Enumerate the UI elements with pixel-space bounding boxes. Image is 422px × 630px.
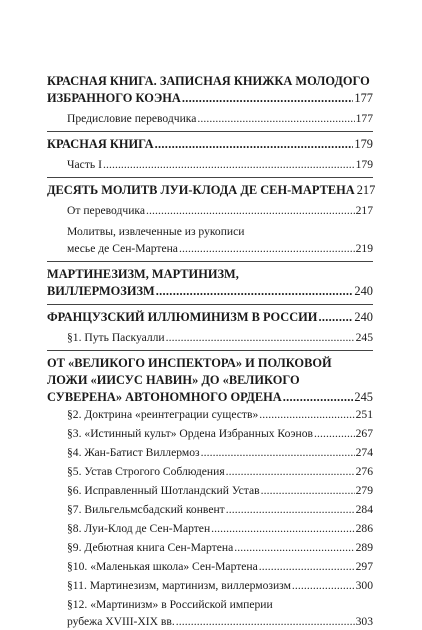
toc-entry-section-7[interactable] <box>47 501 373 518</box>
dot-leader <box>156 283 354 300</box>
toc-entry-label: §5. Устав Строгого Соблюдения <box>67 465 225 478</box>
toc-entry-label: §10. «Маленькая школа» Сен-Мартена <box>67 560 258 573</box>
toc-entry-french-illuminism[interactable] <box>47 309 373 326</box>
toc-entry-title-line: Молитвы, извлеченные из рукописи <box>67 225 245 238</box>
toc-entry-label: §4. Жан-Батист Виллермоз <box>67 446 200 459</box>
toc-page-number: 177 <box>355 112 373 125</box>
toc-entry-title-line: рубежа XVIII-XIX вв. <box>67 615 175 628</box>
toc-page-number: 303 <box>355 615 373 628</box>
section-divider <box>47 304 373 305</box>
toc-entry-translator-preface[interactable] <box>47 110 373 127</box>
toc-page-number: 240 <box>354 284 373 298</box>
toc-entry-red-book[interactable] <box>47 136 373 153</box>
dot-leader <box>234 539 354 556</box>
toc-entry-label: §2. Доктрина «реинтеграции существ» <box>67 408 259 421</box>
table-of-contents <box>47 73 376 630</box>
toc-entry-prayers-manuscript[interactable] <box>47 223 373 257</box>
dot-leader <box>226 501 355 518</box>
dot-leader <box>146 202 355 219</box>
toc-page-number: 217 <box>355 204 373 217</box>
toc-entry-red-book-notebook[interactable] <box>47 73 373 107</box>
toc-page-number: 179 <box>355 158 373 171</box>
toc-entry-section-1[interactable] <box>47 329 373 346</box>
dot-leader <box>103 156 355 173</box>
toc-entry-label: От переводчика <box>67 204 146 217</box>
toc-entry-label: §8. Луи-Клод де Сен-Мартен <box>67 522 211 535</box>
toc-entry-section-10[interactable] <box>47 558 373 575</box>
toc-entry-label: §1. Путь Паскуалли <box>67 331 165 344</box>
dot-leader <box>211 520 354 537</box>
toc-page-number: 179 <box>354 137 373 151</box>
toc-entry-grand-inspector[interactable] <box>47 355 373 406</box>
dot-leader <box>201 444 355 461</box>
toc-entry-section-12[interactable] <box>47 596 373 630</box>
dot-leader <box>179 240 355 257</box>
toc-entry-label: Часть I <box>67 158 102 171</box>
toc-page-number: 274 <box>355 446 373 459</box>
toc-entry-title-line: ИЗБРАННОГО КОЭНА <box>47 91 181 105</box>
toc-entry-title-line: ВИЛЛЕРМОЗИЗМ <box>47 284 155 298</box>
toc-entry-section-2[interactable] <box>47 406 373 423</box>
section-divider <box>47 131 373 132</box>
toc-entry-label: ДЕСЯТЬ МОЛИТВ ЛУИ-КЛОДА ДЕ СЕН-МАРТЕНА <box>47 183 355 197</box>
toc-entry-martinezism[interactable] <box>47 266 373 300</box>
toc-page-number: 267 <box>355 427 373 440</box>
dot-leader <box>176 613 355 630</box>
toc-page-number: 289 <box>355 541 373 554</box>
toc-entry-section-6[interactable] <box>47 482 373 499</box>
dot-leader <box>226 463 355 480</box>
toc-entry-label: §9. Дебютная книга Сен-Мартена <box>67 541 234 554</box>
toc-entry-ten-prayers[interactable] <box>47 182 376 199</box>
toc-entry-label: §7. Вильгельмсбадский конвент <box>67 503 225 516</box>
toc-entry-section-5[interactable] <box>47 463 373 480</box>
toc-entry-label: §6. Исправленный Шотландский Устав <box>67 484 260 497</box>
toc-entry-section-4[interactable] <box>47 444 373 461</box>
dot-leader <box>292 577 355 594</box>
toc-entry-section-11[interactable] <box>47 577 373 594</box>
toc-page-number: 219 <box>355 242 373 255</box>
toc-entry-label: Предисловие переводчика <box>67 112 197 125</box>
toc-entry-section-3[interactable] <box>47 425 373 442</box>
toc-page-number: 245 <box>355 331 373 344</box>
toc-entry-part-one[interactable] <box>47 156 373 173</box>
toc-entry-title-line: месье де Сен-Мартена <box>67 242 178 255</box>
section-divider <box>47 350 373 351</box>
dot-leader <box>155 136 354 153</box>
dot-leader <box>259 406 354 423</box>
dot-leader <box>261 482 355 499</box>
dot-leader <box>182 90 354 107</box>
dot-leader <box>318 309 353 326</box>
toc-page-number: 177 <box>354 91 373 105</box>
toc-entry-label: КРАСНАЯ КНИГА <box>47 137 154 151</box>
toc-page-number: 245 <box>354 390 373 404</box>
toc-entry-label: §3. «Истинный культ» Ордена Избранных Коэнов <box>67 427 313 440</box>
toc-entry-title-line: ЛОЖИ «ИИСУС НАВИН» ДО «ВЕЛИКОГО <box>47 373 300 387</box>
toc-entry-title-line: СУВЕРЕНА» АВТОНОМНОГО ОРДЕНА <box>47 390 282 404</box>
toc-entry-section-8[interactable] <box>47 520 373 537</box>
dot-leader <box>259 558 355 575</box>
toc-page-number: 279 <box>355 484 373 497</box>
toc-page-number: 276 <box>355 465 373 478</box>
toc-page-number: 284 <box>355 503 373 516</box>
dot-leader <box>197 110 354 127</box>
dot-leader <box>283 389 354 406</box>
toc-entry-label: §11. Мартинезизм, мартинизм, виллермозизм <box>67 579 291 592</box>
toc-entry-title-line: §12. «Мартинизм» в Российской империи <box>67 598 273 611</box>
toc-page-number: 240 <box>354 310 373 324</box>
toc-entry-title-line: КРАСНАЯ КНИГА. ЗАПИСНАЯ КНИЖКА МОЛОДОГО <box>47 74 370 88</box>
toc-page-number: 251 <box>355 408 373 421</box>
toc-page-number: 217 <box>356 183 376 197</box>
toc-entry-label: ФРАНЦУЗСКИЙ ИЛЛЮМИНИЗМ В РОССИИ <box>47 310 318 324</box>
toc-entry-section-9[interactable] <box>47 539 373 556</box>
toc-entry-from-translator[interactable] <box>47 202 373 219</box>
section-divider <box>47 177 373 178</box>
toc-entry-title-line: ОТ «ВЕЛИКОГО ИНСПЕКТОРА» И ПОЛКОВОЙ <box>47 356 332 370</box>
toc-page-number: 300 <box>355 579 373 592</box>
dot-leader <box>314 425 355 442</box>
toc-page-number: 297 <box>355 560 373 573</box>
toc-page-number: 286 <box>355 522 373 535</box>
toc-entry-title-line: МАРТИНЕЗИЗМ, МАРТИНИЗМ, <box>47 267 239 281</box>
section-divider <box>47 261 373 262</box>
dot-leader <box>166 329 355 346</box>
